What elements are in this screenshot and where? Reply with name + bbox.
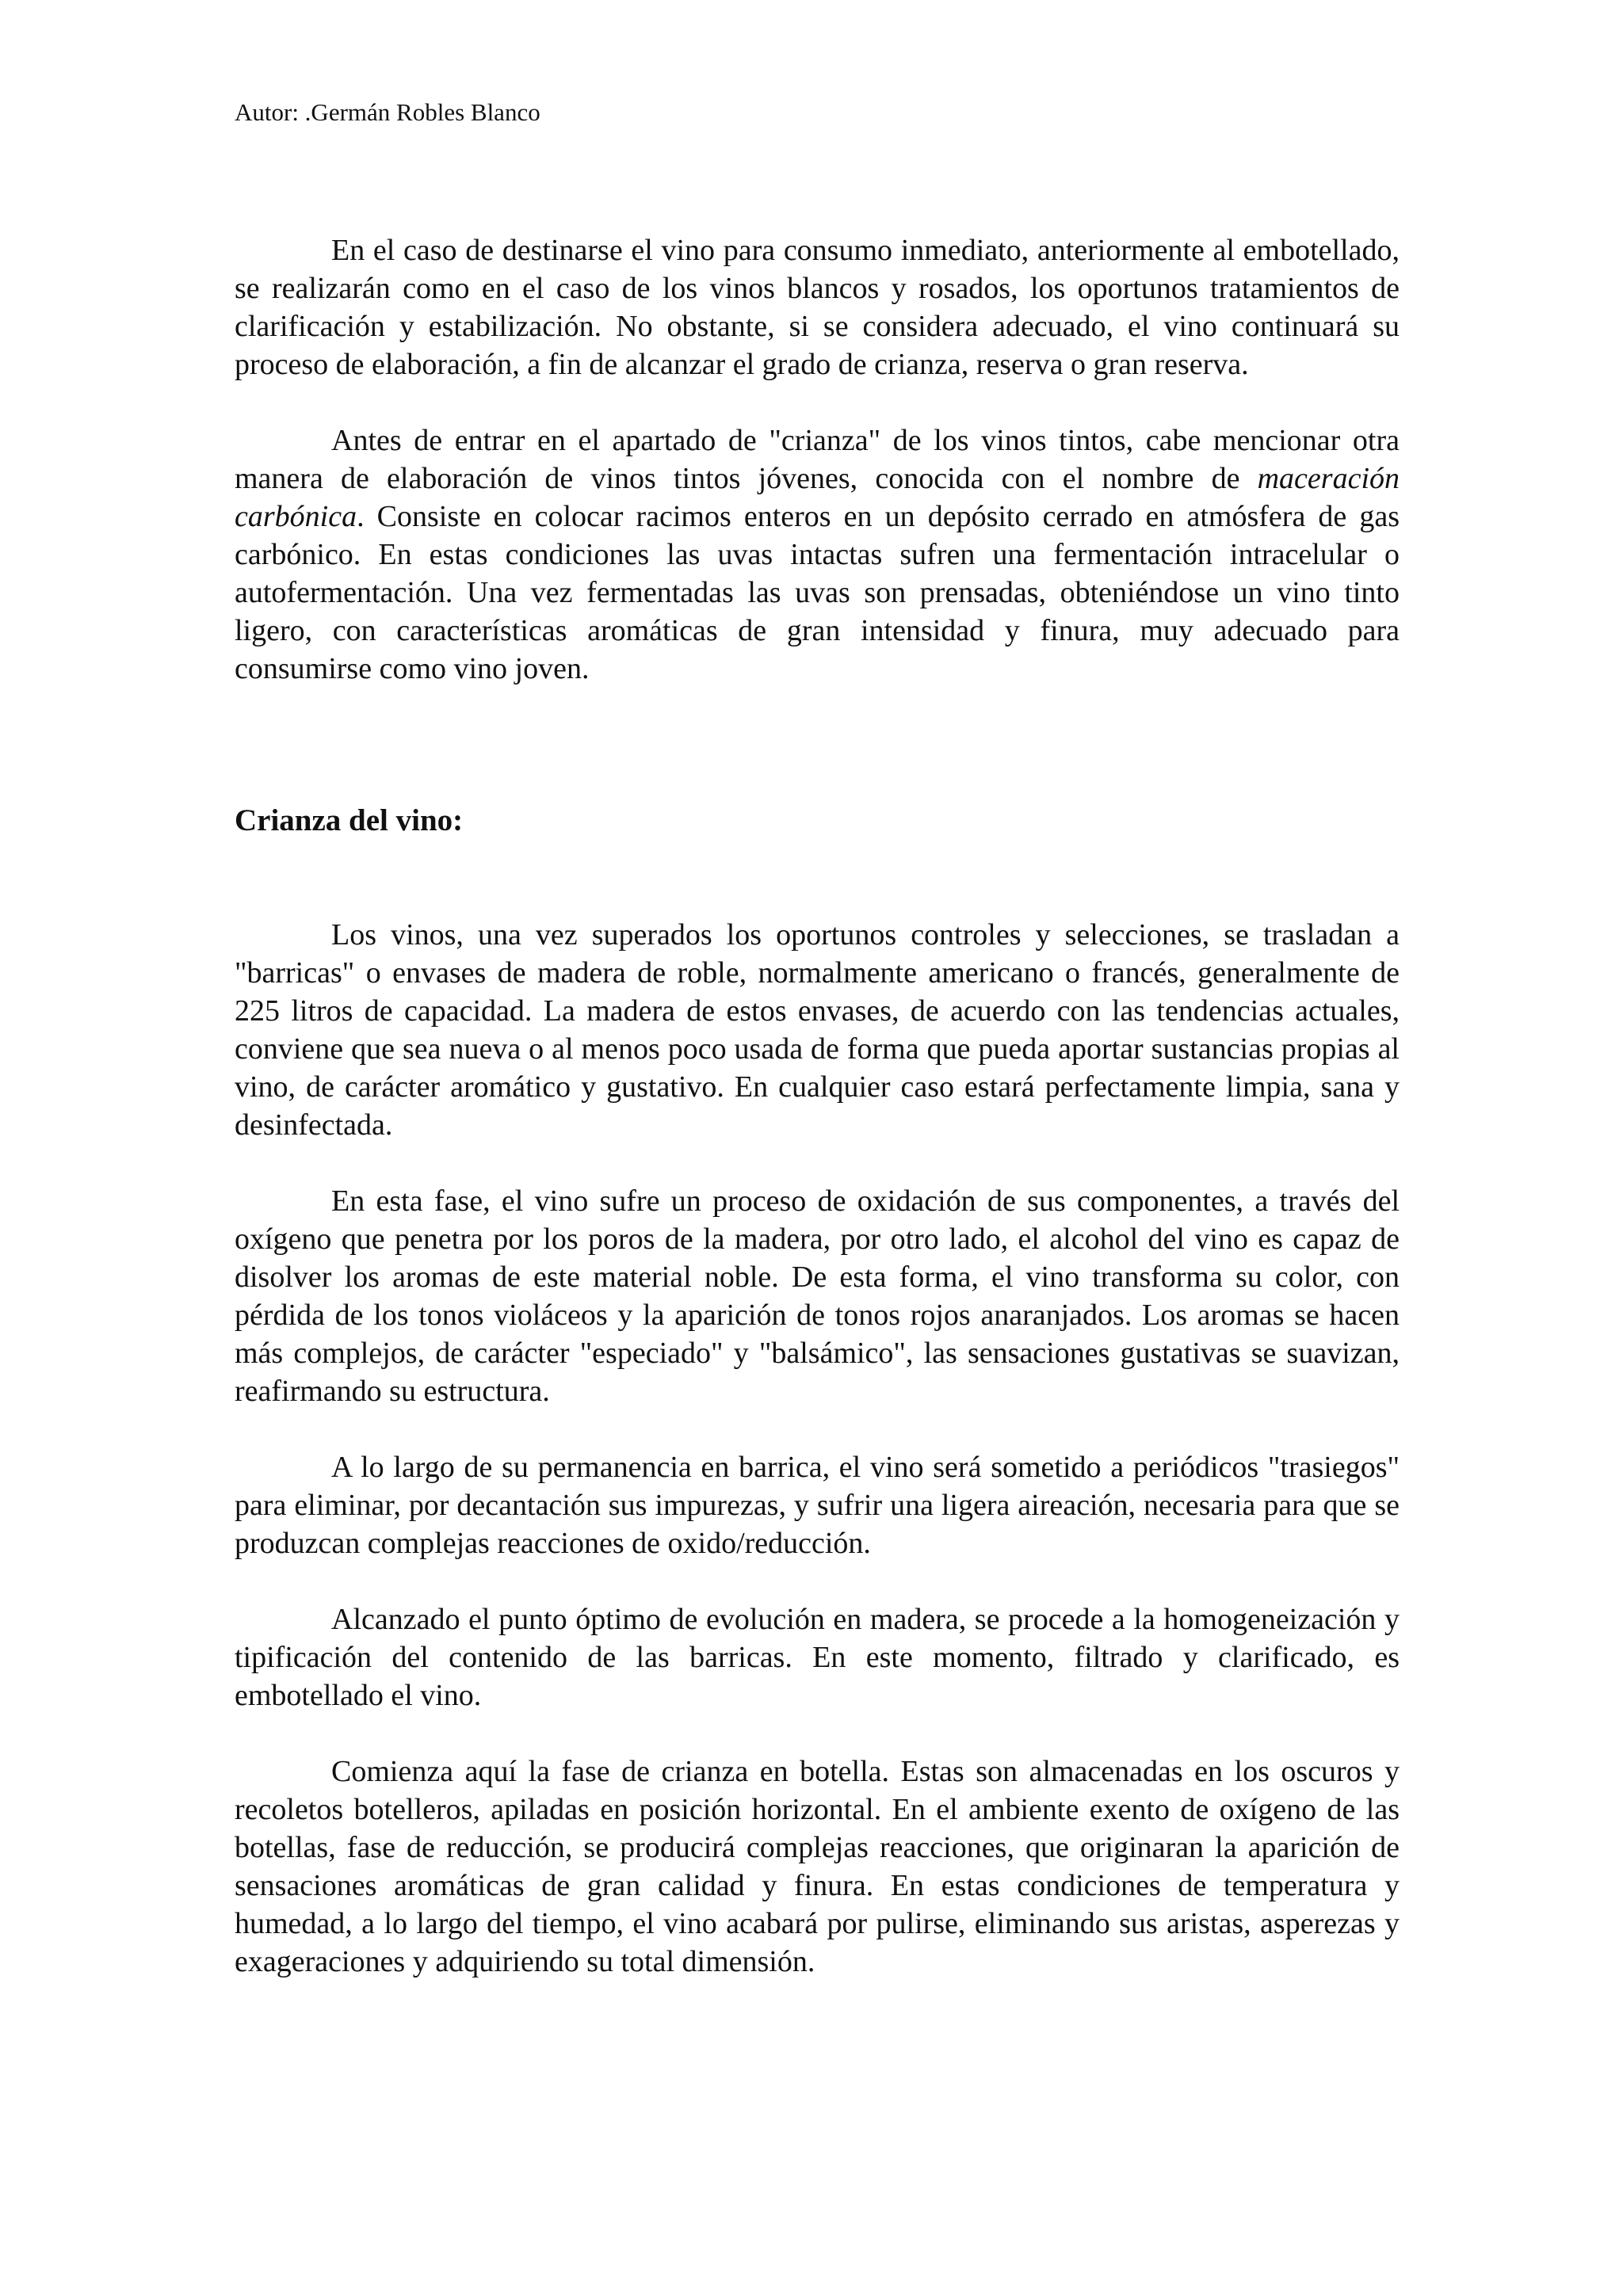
paragraph-text: Antes de entrar en el apartado de "crianza" de los vinos tintos, cabe mencionar otra manera de elaboración de vinos tintos jóvenes, conocida con el nombre de (235, 424, 1400, 495)
paragraph-embotellado: Alcanzado el punto óptimo de evolución en madera, se procede a la homogeneización y tipificación del contenido de las barricas. En este momento, filtrado y clarificado, es embotellado el vino. (235, 1603, 1400, 1712)
author-header: Autor: .Germán Robles Blanco (235, 98, 540, 126)
paragraph-text: . Consiste en colocar racimos enteros en un depósito cerrado en atmósfera de gas carbónico. En estas condiciones las uvas intactas sufren una fermentación intracelular o autofermentación. Una vez fermentadas las uvas son prensadas, obteniéndose un vino tinto ligero, con características aromáticas de gran intensidad y finura, muy adecuado para consumirse como vino joven. (235, 500, 1400, 685)
paragraph-barricas: Los vinos, una vez superados los oportunos controles y selecciones, se trasladan a "barricas" o envases de madera de roble, normalmente americano o francés, generalmente de 225 litros de capacidad. La madera de estos envases, de acuerdo con las tendencias actuales, conviene que sea nueva o al menos poco usada de forma que pueda aportar sustancias propias al vino, de carácter aromático y gustativo. En cualquier caso estará perfectamente limpia, sana y desinfectada. (235, 918, 1400, 1142)
paragraph-crianza-botella: Comienza aquí la fase de crianza en botella. Estas son almacenadas en los oscuros y recoletos botelleros, apiladas en posición horizontal. En el ambiente exento de oxígeno de las botellas, fase de reducción, se producirá complejas reacciones, que originaran la aparición de sensaciones aromáticas de gran calidad y finura. En estas condiciones de temperatura y humedad, a lo largo del tiempo, el vino acabará por pulirse, eliminando sus aristas, asperezas y exageraciones y adquiriendo su total dimensión. (235, 1755, 1400, 1978)
paragraph-trasiegos: A lo largo de su permanencia en barrica, el vino será sometido a periódicos "trasiegos" para eliminar, por decantación sus impurezas, y sufrir una ligera aireación, necesaria para que se produzcan complejas reacciones de oxido/reducción. (235, 1451, 1400, 1560)
italic-term: maceración carbónica (235, 462, 1400, 533)
document-body (235, 231, 1400, 1981)
paragraph-oxidacion: En esta fase, el vino sufre un proceso de oxidación de sus componentes, a través del oxígeno que penetra por los poros de la madera, por otro lado, el alcohol del vino es capaz de disolver los aromas de este material noble. De esta forma, el vino transforma su color, con pérdida de los tonos violáceos y la aparición de tonos rojos anaranjados. Los aromas se hacen más complejos, de carácter "especiado" y "balsámico", las sensaciones gustativas se suavizan, reafirmando su estructura. (235, 1184, 1400, 1408)
paragraph-consumo-inmediato: En el caso de destinarse el vino para consumo inmediato, anteriormente al embotellado, se realizarán como en el caso de los vinos blancos y rosados, los oportunos tratamientos de clarificación y estabilización. No obstante, si se considera adecuado, el vino continuará su proceso de elaboración, a fin de alcanzar el grado de crianza, reserva o gran reserva. (235, 234, 1400, 381)
paragraph-maceracion-carbonica (235, 421, 1400, 688)
section-heading: Crianza del vino: (235, 803, 464, 837)
